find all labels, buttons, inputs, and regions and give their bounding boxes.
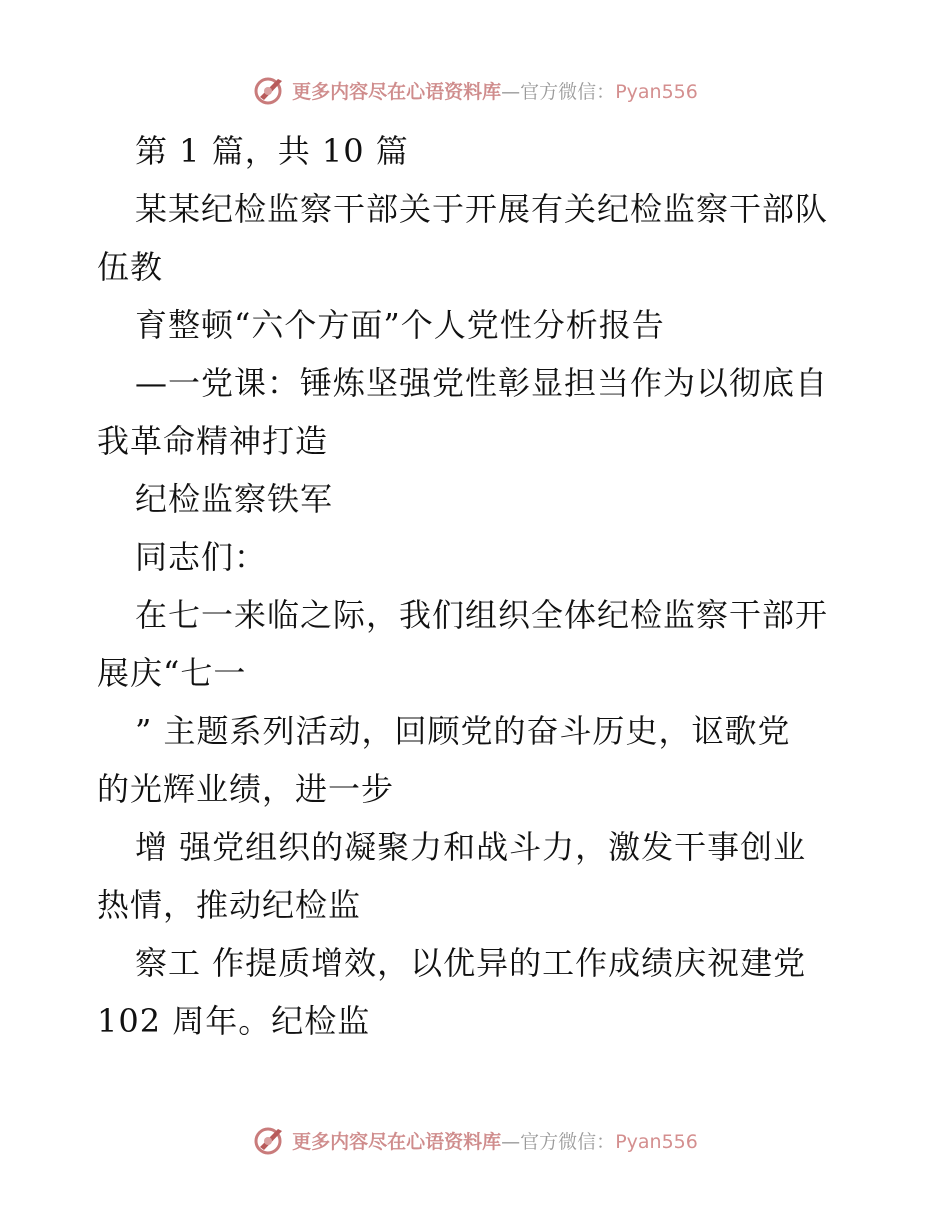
paragraph-line: 在七一来临之际，我们组织全体纪检监察干部开 [135,596,829,634]
watermark-label: 官方微信： [520,1130,616,1153]
title-line-3: 育整顿“六个方面”个人党性分析报告 [135,306,665,344]
pen-circle-logo-icon [252,73,286,107]
watermark-account: Pyan556 [615,80,698,103]
watermark-dash: — [501,1130,521,1153]
watermark-text [292,1127,698,1154]
subtitle-line-3: 纪检监察铁军 [135,480,334,518]
paragraph-line: 的光辉业绩，进一步 [97,770,395,808]
paragraph-line: 热情，推动纪检监 [97,886,362,924]
pen-circle-logo-icon [252,1123,286,1157]
page-count-line: 第 1 篇，共 10 篇 [135,132,409,170]
watermark-dash: — [501,80,521,103]
paragraph-line: 展庆“七一 [97,654,247,692]
paragraph-line: 102 周年。纪检监 [97,1002,371,1040]
footer-watermark [0,1120,950,1160]
watermark-account: Pyan556 [615,1130,698,1153]
header-watermark [0,70,950,110]
watermark-site-text: 更多内容尽在心语资料库 [292,80,502,103]
watermark-site-text: 更多内容尽在心语资料库 [292,1130,502,1153]
title-line-2: 伍教 [97,248,164,286]
title-line-1: 某某纪检监察干部关于开展有关纪检监察干部队 [135,190,829,228]
paragraph-line: 增 强党组织的凝聚力和战斗力，激发干事创业 [135,828,807,866]
subtitle-line-2: 我革命精神打造 [97,422,329,460]
salutation: 同志们： [135,538,268,576]
watermark-label: 官方微信： [520,80,616,103]
document-body [97,122,857,1050]
paragraph-line: ” 主题系列活动，回顾党的奋斗历史，讴歌党 [135,712,791,750]
watermark-text [292,77,698,104]
paragraph-line: 察工 作提质增效，以优异的工作成绩庆祝建党 [135,944,807,982]
subtitle-line-1: —一党课：锤炼坚强党性彰显担当作为以彻底自 [135,364,829,402]
